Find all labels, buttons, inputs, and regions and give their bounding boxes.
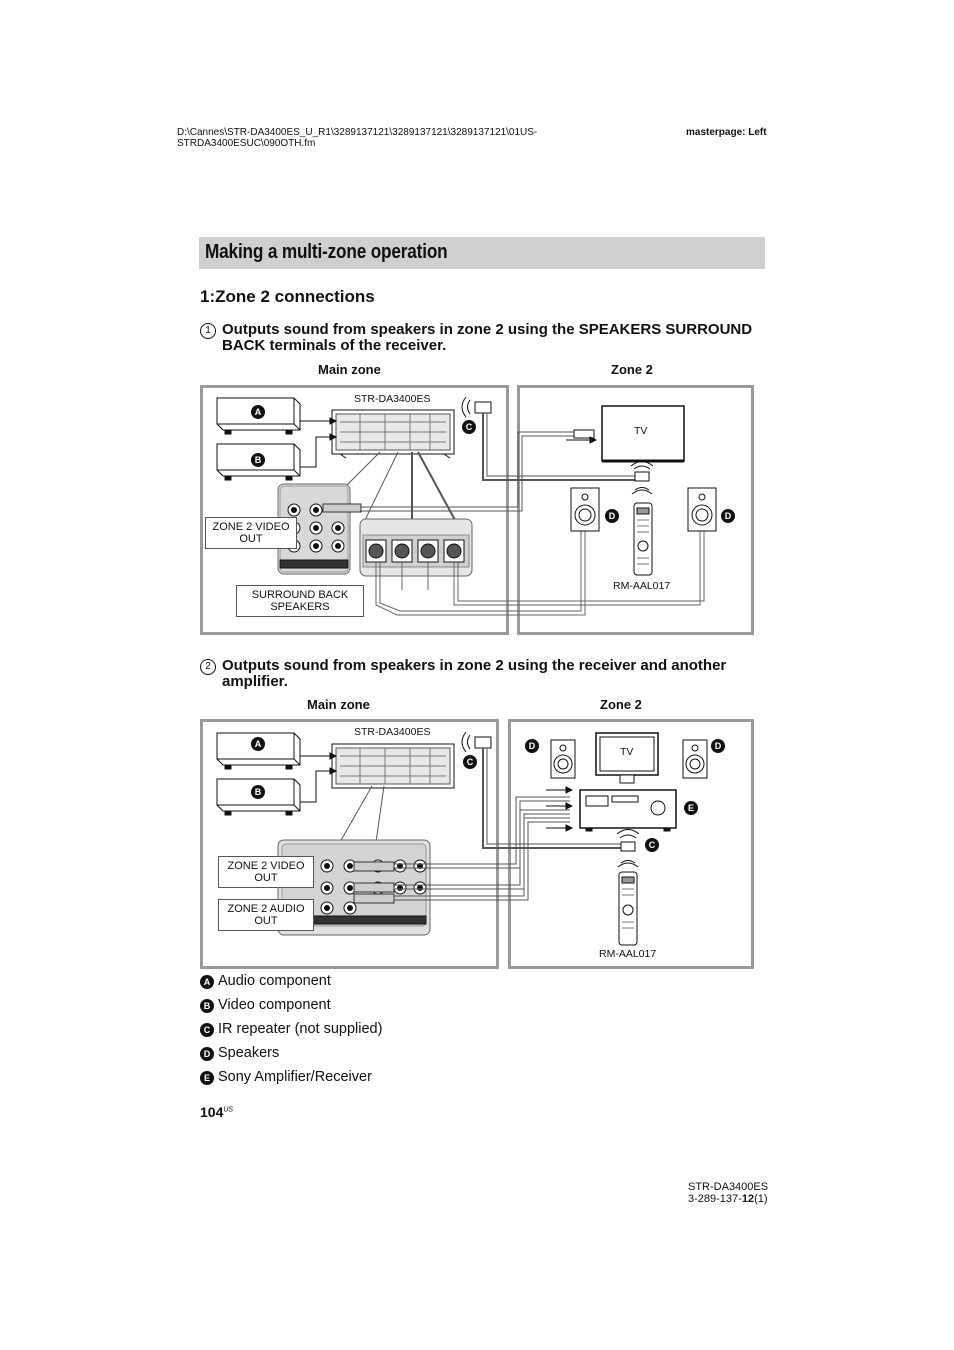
legend-text-d: Speakers — [218, 1045, 280, 1061]
badge-d-right: D — [721, 509, 735, 523]
badge-a-2: A — [251, 737, 265, 751]
tv-label-2: TV — [620, 746, 634, 758]
legend-text-b: Video component — [218, 997, 331, 1013]
tv-2-icon — [596, 733, 658, 783]
page-number-value: 104 — [200, 1104, 224, 1120]
footer-part-bold: 12 — [741, 1193, 755, 1205]
step-1-number: 1 — [200, 323, 216, 339]
badge-d-left-2: D — [525, 739, 539, 753]
footer-part-prefix: 3-289-137- — [688, 1193, 742, 1205]
remote-control-icon — [634, 503, 652, 575]
receiver-label: STR-DA3400ES — [354, 393, 431, 405]
legend-text-c: IR repeater (not supplied) — [218, 1021, 383, 1037]
legend-badge-a: A — [200, 975, 214, 989]
footer-model: STR-DA3400ES — [688, 1181, 769, 1193]
section-title: 1:Zone 2 connections — [200, 287, 375, 306]
badge-c-2: C — [463, 755, 477, 769]
masterpage-label: masterpage: Left — [686, 127, 767, 138]
file-path-line-2: STRDA3400ESUC\090OTH.fm — [177, 138, 316, 149]
zone2-video-out-callout: ZONE 2 VIDEO OUT — [205, 517, 297, 549]
footer-part-suffix: (1) — [754, 1193, 768, 1205]
diagram-2-zone-2-label: Zone 2 — [600, 697, 642, 712]
left-speaker-2-icon — [551, 740, 575, 778]
step-2-text: Outputs sound from speakers in zone 2 using the receiver and another amplifier. — [222, 657, 727, 690]
badge-d-left: D — [605, 509, 619, 523]
remote-label: RM-AAL017 — [613, 580, 671, 592]
receiver-label-2: STR-DA3400ES — [354, 726, 431, 738]
receiver-rear-panel-icon — [332, 410, 454, 458]
badge-e: E — [684, 801, 698, 815]
sony-amplifier-icon — [580, 790, 676, 831]
legend-text-a: Audio component — [218, 973, 331, 989]
surround-back-terminals-inset-icon — [360, 519, 472, 576]
diagram-1-zone-2-label: Zone 2 — [611, 362, 653, 377]
legend-badge-d: D — [200, 1047, 214, 1061]
right-speaker-icon — [688, 488, 716, 531]
left-speaker-icon — [571, 488, 599, 531]
step-2-number: 2 — [200, 659, 216, 675]
legend-text-e: Sony Amplifier/Receiver — [218, 1069, 372, 1085]
receiver-rear-panel-2-icon — [332, 744, 454, 788]
surround-back-speakers-callout: SURROUND BACK SPEAKERS — [236, 585, 364, 617]
file-path-line-1: D:\Cannes\STR-DA3400ES_U_R1\3289137121\3289137121\3289137121\01US- — [177, 127, 538, 138]
zone2-video-out-callout-2: ZONE 2 VIDEO OUT — [218, 856, 314, 888]
legend-badge-c: C — [200, 1023, 214, 1037]
legend-badge-e: E — [200, 1071, 214, 1085]
badge-c: C — [462, 420, 476, 434]
badge-b: B — [251, 453, 265, 467]
badge-a: A — [251, 405, 265, 419]
remote-label-2: RM-AAL017 — [599, 948, 657, 960]
diagram-2-main-zone-label: Main zone — [307, 697, 370, 712]
tv-label: TV — [634, 425, 648, 437]
legend-badge-b: B — [200, 999, 214, 1013]
badge-b-2: B — [251, 785, 265, 799]
diagram-1-main-zone-label: Main zone — [318, 362, 381, 377]
right-speaker-2-icon — [683, 740, 707, 778]
page-number-suffix: US — [223, 1106, 234, 1114]
footer-part-number — [688, 1193, 768, 1205]
badge-d-right-2: D — [711, 739, 725, 753]
footer-part-info — [688, 1181, 768, 1205]
remote-control-2-icon — [619, 872, 637, 945]
step-1-text: Outputs sound from speakers in zone 2 using the SPEAKERS SURROUND BACK terminals of the receiver. — [222, 321, 753, 354]
zone2-audio-out-callout: ZONE 2 AUDIO OUT — [218, 899, 314, 931]
badge-c-3: C — [645, 838, 659, 852]
banner-title: Making a multi-zone operation — [205, 241, 448, 263]
page-number — [200, 1104, 233, 1120]
